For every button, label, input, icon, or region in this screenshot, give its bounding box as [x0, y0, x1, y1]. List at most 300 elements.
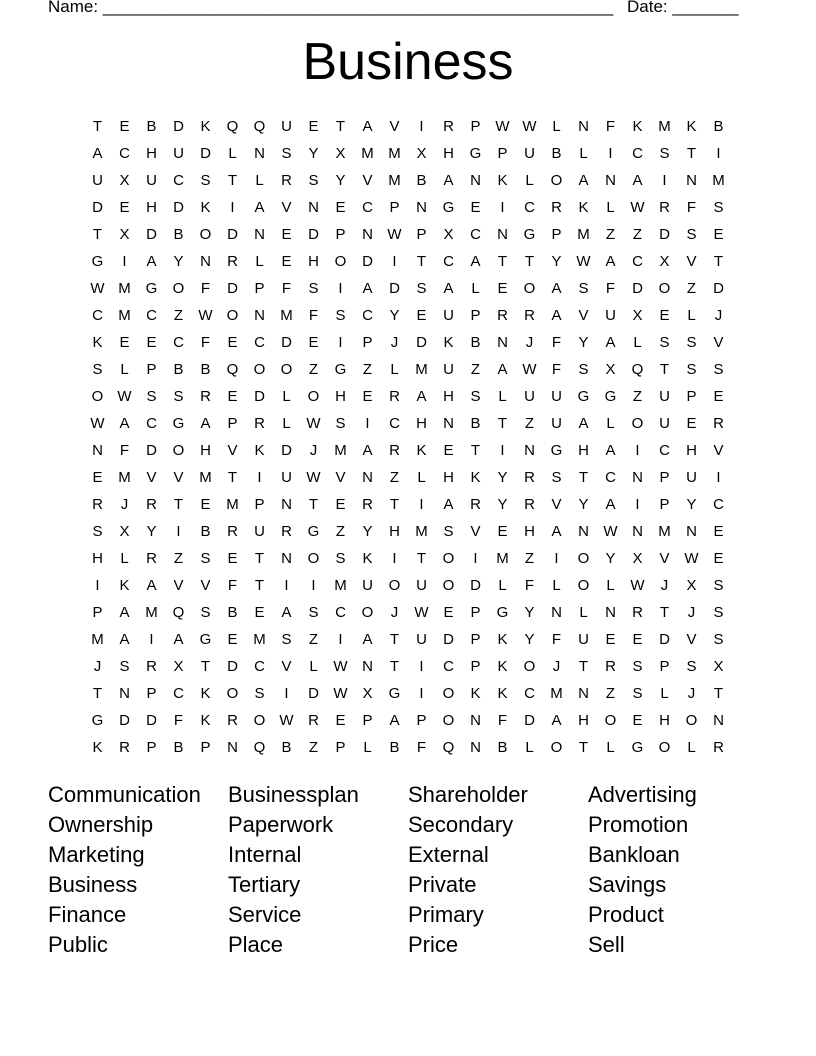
grid-letter: W — [198, 307, 213, 324]
grid-letter: F — [497, 712, 508, 729]
grid-letter: H — [443, 388, 454, 405]
grid-letter: W — [279, 712, 294, 729]
grid-letter: A — [578, 172, 589, 189]
grid-letter: O — [523, 658, 536, 675]
grid-letter: L — [228, 145, 237, 162]
grid-letter: N — [578, 523, 589, 540]
grid-letter: H — [308, 253, 319, 270]
grid-letter: V — [200, 577, 211, 594]
grid-letter: W — [495, 118, 510, 135]
grid-letter: A — [389, 712, 400, 729]
grid-letter: L — [660, 685, 669, 702]
grid-letter: I — [419, 118, 424, 135]
grid-letter: S — [443, 523, 454, 540]
grid-letter: N — [605, 604, 616, 621]
grid-letter: X — [686, 577, 697, 594]
grid-letter: C — [254, 658, 265, 675]
grid-letter: C — [362, 307, 373, 324]
grid-letter: P — [470, 118, 481, 135]
grid-letter: M — [253, 631, 266, 648]
grid-letter: F — [551, 361, 562, 378]
grid-letter: P — [92, 604, 103, 621]
grid-letter: K — [119, 577, 130, 594]
grid-letter: O — [388, 577, 401, 594]
grid-letter: D — [227, 658, 238, 675]
grid-letter: X — [605, 361, 616, 378]
grid-letter: O — [658, 739, 671, 756]
grid-letter: Y — [497, 469, 508, 486]
grid-letter: K — [200, 118, 211, 135]
grid-letter: C — [713, 496, 724, 513]
grid-letter: G — [577, 388, 590, 405]
grid-letter: T — [578, 739, 589, 756]
grid-letter: R — [281, 172, 292, 189]
grid-letter: D — [119, 712, 130, 729]
grid-letter: W — [684, 550, 699, 567]
grid-letter: E — [632, 631, 643, 648]
grid-letter: Y — [551, 253, 562, 270]
grid-letter: H — [443, 469, 454, 486]
word-list-item: Price — [408, 932, 459, 957]
grid-letter: I — [176, 523, 181, 540]
grid-letter: O — [334, 253, 347, 270]
grid-letter: S — [173, 388, 184, 405]
grid-letter: S — [308, 604, 319, 621]
grid-letter: Z — [524, 550, 535, 567]
grid-letter: V — [281, 658, 292, 675]
word-list-item: Communication — [48, 782, 201, 807]
grid-letter: P — [551, 226, 562, 243]
grid-letter: D — [713, 280, 724, 297]
grid-letter: I — [419, 685, 424, 702]
grid-letter: C — [659, 442, 670, 459]
grid-letter: V — [470, 523, 481, 540]
grid-letter: J — [687, 685, 696, 702]
grid-letter: P — [227, 415, 238, 432]
grid-letter: F — [605, 118, 616, 135]
grid-letter: K — [200, 199, 211, 216]
grid-letter: I — [500, 199, 505, 216]
grid-letter: H — [335, 388, 346, 405]
grid-letter: E — [227, 631, 238, 648]
grid-letter: N — [605, 172, 616, 189]
grid-letter: C — [470, 226, 481, 243]
grid-letter: S — [713, 577, 724, 594]
grid-letter: W — [387, 226, 402, 243]
grid-letter: R — [551, 199, 562, 216]
grid-letter: E — [254, 604, 265, 621]
grid-letter: O — [253, 712, 266, 729]
grid-letter: A — [173, 631, 184, 648]
grid-letter: I — [338, 334, 343, 351]
grid-letter: A — [443, 172, 454, 189]
grid-letter: O — [550, 172, 563, 189]
grid-letter: A — [443, 496, 454, 513]
grid-letter: U — [443, 361, 454, 378]
grid-letter: D — [308, 226, 319, 243]
grid-letter: N — [686, 523, 697, 540]
grid-letter: S — [308, 172, 319, 189]
grid-letter: Q — [442, 739, 455, 756]
grid-letter: U — [281, 469, 292, 486]
grid-letter: H — [578, 442, 589, 459]
grid-letter: F — [551, 631, 562, 648]
grid-letter: J — [552, 658, 561, 675]
grid-letter: M — [145, 604, 158, 621]
grid-letter: X — [119, 523, 130, 540]
grid-letter: I — [95, 577, 100, 594]
grid-letter: A — [497, 361, 508, 378]
grid-letter: U — [524, 388, 535, 405]
grid-letter: N — [362, 469, 373, 486]
grid-letter: A — [92, 145, 103, 162]
grid-letter: L — [579, 145, 588, 162]
grid-letter: G — [307, 523, 320, 540]
grid-letter: O — [577, 550, 590, 567]
grid-letter: N — [254, 307, 265, 324]
grid-letter: A — [146, 577, 157, 594]
word-list-item: Finance — [48, 902, 127, 927]
grid-letter: V — [578, 307, 589, 324]
grid-letter: X — [713, 658, 724, 675]
grid-letter: X — [632, 307, 643, 324]
grid-letter: E — [227, 550, 238, 567]
grid-letter: G — [496, 604, 509, 621]
grid-letter: V — [281, 199, 292, 216]
grid-letter: O — [199, 226, 212, 243]
grid-letter: A — [605, 442, 616, 459]
grid-letter: L — [471, 280, 480, 297]
grid-letter: F — [524, 577, 535, 594]
grid-letter: Y — [362, 523, 373, 540]
grid-letter: N — [308, 199, 319, 216]
grid-letter: Z — [389, 469, 400, 486]
grid-letter: T — [389, 658, 400, 675]
grid-letter: H — [416, 415, 427, 432]
name-field-label: Name: ______________________________________________________ — [48, 0, 614, 16]
grid-letter: I — [338, 280, 343, 297]
grid-letter: S — [281, 631, 292, 648]
grid-letter: L — [606, 739, 615, 756]
grid-letter: Z — [362, 361, 373, 378]
grid-letter: L — [255, 172, 264, 189]
grid-letter: Z — [632, 388, 643, 405]
grid-letter: C — [146, 307, 157, 324]
grid-letter: E — [713, 226, 724, 243]
grid-letter: T — [92, 118, 103, 135]
grid-letter: X — [119, 226, 130, 243]
grid-letter: T — [200, 658, 211, 675]
grid-letter: T — [254, 577, 265, 594]
grid-letter: Y — [335, 172, 346, 189]
grid-letter: B — [416, 172, 427, 189]
grid-letter: C — [254, 334, 265, 351]
grid-letter: T — [578, 658, 589, 675]
grid-letter: E — [335, 712, 346, 729]
grid-letter: X — [362, 685, 373, 702]
grid-letter: H — [524, 523, 535, 540]
grid-letter: N — [119, 685, 130, 702]
grid-letter: E — [443, 442, 454, 459]
grid-letter: A — [200, 415, 211, 432]
grid-letter: P — [470, 307, 481, 324]
grid-letter: N — [416, 199, 427, 216]
grid-letter: L — [417, 469, 426, 486]
grid-letter: A — [119, 415, 130, 432]
word-list-item: Public — [48, 932, 108, 957]
grid-letter: Z — [173, 550, 184, 567]
grid-letter: S — [713, 631, 724, 648]
grid-letter: F — [551, 334, 562, 351]
grid-letter: E — [92, 469, 103, 486]
grid-letter: S — [200, 550, 211, 567]
grid-letter: W — [630, 199, 645, 216]
grid-letter: E — [713, 388, 724, 405]
grid-letter: A — [362, 631, 373, 648]
grid-letter: C — [146, 415, 157, 432]
grid-letter: X — [119, 172, 130, 189]
grid-letter: Y — [578, 334, 589, 351]
grid-letter: O — [91, 388, 104, 405]
grid-letter: Z — [308, 631, 319, 648]
grid-letter: N — [578, 685, 589, 702]
grid-letter: B — [227, 604, 238, 621]
grid-letter: M — [91, 631, 104, 648]
grid-letter: E — [335, 199, 346, 216]
grid-letter: J — [390, 334, 399, 351]
page-title: Business — [302, 33, 514, 91]
grid-letter: A — [578, 415, 589, 432]
grid-letter: E — [497, 280, 508, 297]
grid-letter: N — [470, 172, 481, 189]
grid-letter: N — [281, 550, 292, 567]
grid-letter: N — [227, 739, 238, 756]
grid-letter: Q — [253, 739, 266, 756]
grid-letter: S — [335, 307, 346, 324]
grid-letter: Y — [578, 496, 589, 513]
grid-letter: L — [687, 739, 696, 756]
word-list-item: Savings — [588, 872, 667, 897]
grid-letter: S — [659, 145, 670, 162]
grid-letter: C — [605, 469, 616, 486]
grid-letter: Z — [308, 739, 319, 756]
grid-letter: Y — [524, 604, 535, 621]
grid-letter: E — [308, 118, 319, 135]
grid-letter: O — [172, 442, 185, 459]
grid-letter: P — [470, 658, 481, 675]
grid-letter: V — [389, 118, 400, 135]
grid-letter: K — [686, 118, 697, 135]
grid-letter: H — [200, 442, 211, 459]
grid-letter: R — [713, 739, 724, 756]
grid-letter: G — [469, 145, 482, 162]
grid-letter: S — [551, 469, 562, 486]
grid-letter: N — [254, 226, 265, 243]
grid-letter: Y — [686, 496, 697, 513]
grid-letter: V — [362, 172, 373, 189]
grid-letter: I — [338, 631, 343, 648]
grid-letter: M — [118, 307, 131, 324]
grid-letter: I — [149, 631, 154, 648]
grid-letter: Q — [226, 118, 239, 135]
grid-letter: C — [443, 253, 454, 270]
grid-letter: J — [687, 604, 696, 621]
grid-letter: O — [523, 280, 536, 297]
grid-letter: K — [578, 199, 589, 216]
grid-letter: N — [200, 253, 211, 270]
word-list-item: Tertiary — [228, 872, 301, 897]
grid-letter: I — [716, 469, 721, 486]
grid-letter: R — [227, 523, 238, 540]
grid-letter: F — [308, 307, 319, 324]
grid-letter: P — [335, 226, 346, 243]
grid-letter: R — [227, 712, 238, 729]
grid-letter: V — [659, 550, 670, 567]
grid-letter: D — [281, 334, 292, 351]
grid-letter: P — [254, 280, 265, 297]
grid-letter: G — [91, 712, 104, 729]
grid-letter: K — [632, 118, 643, 135]
grid-letter: S — [281, 145, 292, 162]
grid-letter: E — [200, 496, 211, 513]
grid-letter: D — [524, 712, 535, 729]
grid-letter: G — [631, 739, 644, 756]
grid-letter: A — [281, 604, 292, 621]
grid-letter: S — [92, 361, 103, 378]
grid-letter: U — [605, 307, 616, 324]
grid-letter: G — [172, 415, 185, 432]
grid-letter: R — [524, 469, 535, 486]
grid-letter: M — [658, 523, 671, 540]
grid-letter: F — [227, 577, 238, 594]
grid-letter: C — [524, 685, 535, 702]
grid-letter: Z — [632, 226, 643, 243]
grid-letter: Y — [146, 523, 157, 540]
grid-letter: M — [388, 172, 401, 189]
grid-letter: U — [551, 415, 562, 432]
grid-letter: E — [119, 334, 130, 351]
grid-letter: W — [576, 253, 591, 270]
grid-letter: S — [200, 604, 211, 621]
grid-letter: E — [308, 334, 319, 351]
grid-letter: N — [632, 469, 643, 486]
grid-letter: B — [173, 361, 184, 378]
grid-letter: S — [119, 658, 130, 675]
grid-letter: L — [606, 199, 615, 216]
grid-letter: A — [362, 442, 373, 459]
grid-letter: Z — [605, 226, 616, 243]
grid-letter: O — [442, 685, 455, 702]
grid-letter: L — [606, 577, 615, 594]
grid-letter: M — [550, 685, 563, 702]
grid-letter: N — [497, 334, 508, 351]
grid-letter: S — [578, 280, 589, 297]
grid-letter: R — [254, 415, 265, 432]
grid-letter: K — [497, 658, 508, 675]
grid-letter: M — [199, 469, 212, 486]
grid-letter: N — [281, 496, 292, 513]
grid-letter: Y — [308, 145, 319, 162]
grid-letter: R — [605, 658, 616, 675]
grid-letter: P — [335, 739, 346, 756]
grid-letter: D — [92, 199, 103, 216]
grid-letter: E — [119, 199, 130, 216]
word-search-grid — [84, 113, 732, 761]
grid-letter: X — [443, 226, 454, 243]
grid-letter: Y — [389, 307, 400, 324]
grid-letter: E — [362, 388, 373, 405]
grid-letter: G — [145, 280, 158, 297]
grid-letter: T — [92, 226, 103, 243]
grid-letter: P — [362, 712, 373, 729]
grid-letter: D — [308, 685, 319, 702]
word-list-item: External — [408, 842, 489, 867]
grid-letter: S — [578, 361, 589, 378]
grid-letter: E — [146, 334, 157, 351]
grid-letter: R — [119, 739, 130, 756]
grid-letter: W — [306, 415, 321, 432]
grid-letter: N — [551, 604, 562, 621]
grid-letter: W — [522, 361, 537, 378]
grid-letter: D — [443, 631, 454, 648]
word-list-item: Advertising — [588, 782, 697, 807]
grid-letter: S — [254, 685, 265, 702]
grid-letter: N — [443, 415, 454, 432]
grid-letter: A — [146, 253, 157, 270]
grid-letter: N — [362, 658, 373, 675]
grid-letter: M — [496, 550, 509, 567]
grid-letter: A — [443, 280, 454, 297]
grid-letter: U — [362, 577, 373, 594]
grid-letter: D — [632, 280, 643, 297]
grid-letter: I — [284, 577, 289, 594]
grid-letter: T — [497, 415, 508, 432]
grid-letter: Y — [605, 550, 616, 567]
grid-letter: D — [362, 253, 373, 270]
grid-letter: I — [419, 496, 424, 513]
word-list-item: Secondary — [408, 812, 514, 837]
grid-letter: L — [120, 550, 129, 567]
grid-letter: T — [227, 172, 238, 189]
grid-letter: E — [713, 550, 724, 567]
grid-letter: E — [416, 307, 427, 324]
grid-letter: T — [578, 469, 589, 486]
grid-letter: S — [200, 172, 211, 189]
grid-letter: R — [146, 550, 157, 567]
grid-letter: T — [416, 550, 427, 567]
grid-letter: L — [552, 118, 561, 135]
grid-letter: I — [284, 685, 289, 702]
grid-letter: L — [687, 307, 696, 324]
grid-letter: A — [551, 712, 562, 729]
grid-letter: E — [335, 496, 346, 513]
grid-letter: A — [605, 496, 616, 513]
grid-letter: I — [635, 496, 640, 513]
grid-letter: X — [416, 145, 427, 162]
grid-letter: L — [363, 739, 372, 756]
grid-letter: L — [282, 388, 291, 405]
grid-letter: H — [443, 145, 454, 162]
grid-letter: S — [713, 361, 724, 378]
grid-letter: U — [443, 307, 454, 324]
grid-letter: K — [92, 334, 103, 351]
grid-letter: J — [714, 307, 723, 324]
grid-letter: I — [257, 469, 262, 486]
grid-letter: Y — [497, 496, 508, 513]
grid-letter: P — [416, 712, 427, 729]
grid-letter: R — [227, 253, 238, 270]
grid-letter: D — [146, 442, 157, 459]
